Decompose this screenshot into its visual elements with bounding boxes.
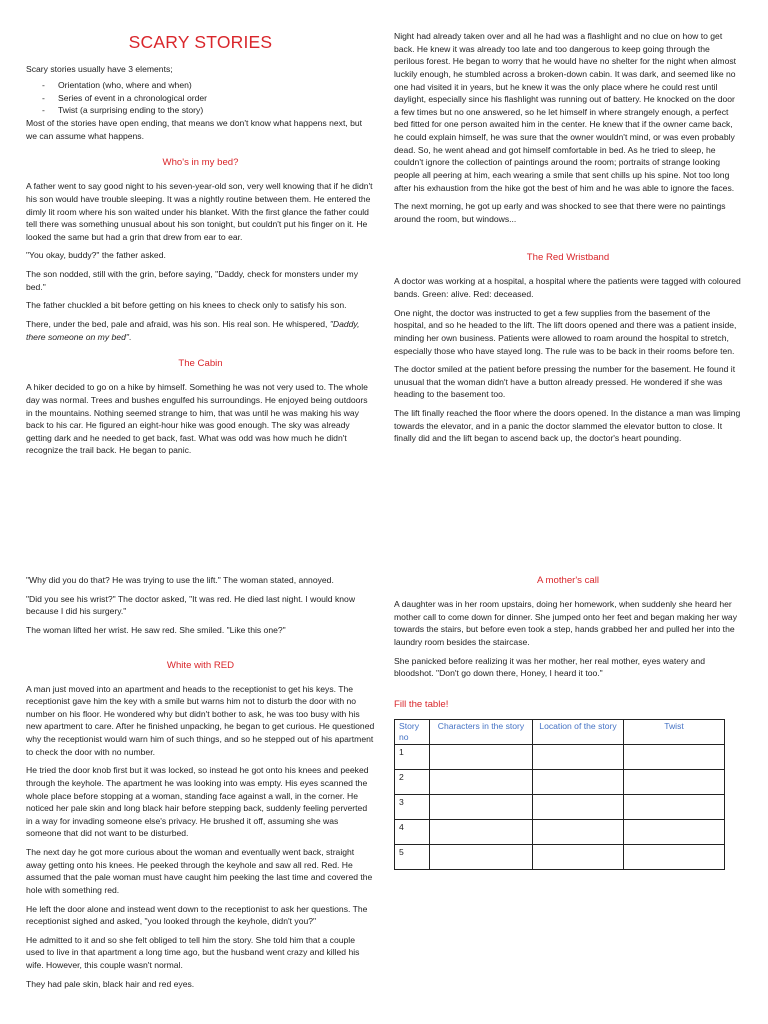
paragraph-text: There, under the bed, pale and afraid, was his son. His real son. He whispered, — [26, 318, 330, 329]
intro-lead: Scary stories usually have 3 elements; — [26, 63, 173, 74]
story-title: A mother's call — [536, 575, 600, 586]
paragraph: "You okay, buddy?" the father asked. — [26, 250, 166, 261]
row-number: 3 — [395, 795, 430, 820]
paragraph: The lift finally reached the floor where the doors opened. In the distance a man was limping towards the elevator, and in a panic the doctor slammed the elevator button to close. It finally did and the lift began to ascend back up, the doctor's heart pounding. — [394, 408, 741, 444]
table-header-row — [395, 719, 725, 744]
table-cell[interactable] — [533, 795, 624, 820]
story-title: The Red Wristband — [526, 252, 610, 264]
table-cell[interactable] — [624, 845, 725, 870]
table-row — [395, 745, 725, 770]
table-cell[interactable] — [430, 745, 533, 770]
paragraph: The son nodded, still with the grin, before saying, "Daddy, check for monsters under my bed." — [26, 269, 359, 292]
list-item: - Orientation (who, where and when) — [42, 79, 375, 92]
paragraph: He admitted to it and so she felt obliged to tell him the story. She told him that a couple used to live in that apartment a long time ago, but the husband went crazy and killed his wife. However, this couple wasn't normal. — [26, 934, 360, 971]
list-item: - Twist (a surprising ending to the story) — [42, 104, 375, 117]
table-cell[interactable] — [533, 745, 624, 770]
table-row — [395, 845, 725, 870]
row-number: 1 — [395, 745, 430, 770]
paragraph: The father chuckled a bit before getting on his knees to check only to satisfy his son. — [26, 300, 347, 311]
paragraph: One night, the doctor was instructed to get a few supplies from the basement of the hospital, and so he headed to the lift. The lift doors opened and there was a patient inside, minding her own business. Patients were allowed to roam around the hospital to stretch, especially those who have stayed long. The rule was to be back in their rooms before ten. — [394, 307, 737, 356]
table-row — [395, 795, 725, 820]
fill-table — [394, 719, 725, 870]
paragraph: Night had already taken over and all he had was a flashlight and no clue on how to get back. He knew it was already too late and too dangerous to keep going through the perilous forest. He began to worry that he would have no shelter for the night when almost luckily enough, he stumbled across a broken-down cabin. It was dark, and seemed like no one had visited it in years, but he knew it was the only place where he could rest until daylight, especially since his flashlight was running out of battery. He knocked on the door a few times but no one answered, so he let himself in where strangely enough, a perfect bed fitted for one person awaited him in the center. He knew that if the owner came back, he could explain himself, he was sure that the owner wouldn't mind, or was even probably dead. So, he went ahead and got himself comfortable in bed. As he tried to sleep, he couldn't ignore the collection of paintings around the room; portraits of strange looking people all peering at him, each wearing a smile that sent chills up his spine. Not too long after his exhaustion from the hike got the best of him and he was able to ignore the faces. — [394, 31, 737, 193]
row-number: 5 — [395, 845, 430, 870]
table-cell[interactable] — [533, 770, 624, 795]
table-row — [395, 770, 725, 795]
intro-after: Most of the stories have open ending, that means we don't know what happens next, but we can assume what happens. — [26, 118, 363, 141]
paragraph: The doctor smiled at the patient before pressing the number for the basement. He found it unusual that the woman didn't have a button already pressed. He wondered if she was heading to the basement too. — [394, 364, 736, 400]
header-characters: Characters in the story — [430, 719, 533, 744]
table-cell[interactable] — [533, 845, 624, 870]
paragraph: A hiker decided to go on a hike by himself. Something he was not very used to. The whole day was normal. Trees and bushes engulfed his surroundings. He enjoyed being outdoors in the mountains. Nothing seemed strange to him, that was until he was making his way back to his car. He figured an eight-hour hike was good enough. The sky was already getting dark and he needed to get back, fast. What was odd was how much he didn't recognize the trail back. He began to panic. — [26, 382, 368, 456]
paragraph: They had pale skin, black hair and red eyes. — [26, 978, 195, 989]
fill-table-title: Fill the table! — [394, 698, 449, 710]
paragraph: He left the door alone and instead went down to the receptionist to ask her questions. The receptionist sighed and asked, "you looked through the keyhole, didn't you?" — [26, 903, 368, 927]
story-title: Who's in my bed? — [162, 157, 239, 169]
paragraph: She panicked before realizing it was her mother, her real mother, eyes watery and bloodshot. "Don't go down there, Honey, I heard it too." — [394, 655, 705, 679]
table-cell[interactable] — [624, 745, 725, 770]
page-title: SCARY STORIES — [128, 32, 273, 52]
paragraph: He tried the door knob first but it was locked, so instead he got onto his knees and peeked through the keyhole. The apartment he was looking into was empty. His eyes scanned the whole place before stopping at a woman, standing face against a wall, in the corner. He noticed her pale skin and long black hair before stepping back, suddenly feeling perverted in a way for invading someone else's privacy. He brushed it off, assuming she was someone that did not want to be disturbed. — [26, 765, 369, 839]
header-twist: Twist — [624, 719, 725, 744]
paragraph: The next morning, he got up early and was shocked to see that there were no paintings around the room, but windows... — [394, 201, 726, 224]
story-title: The Cabin — [178, 358, 223, 370]
table-cell[interactable] — [624, 770, 725, 795]
paragraph: The woman lifted her wrist. He saw red. She smiled. "Like this one?" — [26, 624, 286, 635]
paragraph: "Why did you do that? He was trying to use the lift." The woman stated, annoyed. — [26, 575, 334, 585]
right-column-bottom — [394, 574, 742, 870]
paragraph: A doctor was working at a hospital, a hospital where the patients were tagged with coloured bands. Green: alive. Red: deceased. — [394, 276, 741, 300]
paragraph: "Did you see his wrist?" The doctor asked, "It was red. He died last night. I would know because I did his surgery." — [26, 593, 356, 617]
paragraph: A daughter was in her room upstairs, doing her homework, when suddenly she heard her mother call to come down for dinner. She jumped onto her feet and began making her way towards the stairs, but before even took a step, hands grabbed her and pulled her into the laundry room besides the staircase. — [394, 599, 737, 647]
paragraph — [26, 318, 375, 343]
table-cell[interactable] — [430, 795, 533, 820]
italic-quote: "Daddy, there someone on my bed" — [26, 318, 360, 342]
story-title: White with RED — [166, 659, 235, 671]
left-column-top — [26, 30, 375, 463]
left-column-bottom — [26, 574, 375, 996]
paragraph: A father went to say good night to his seven-year-old son, very well knowing that if he didn't his son would have trouble sleeping. It was a nightly routine between them. He entered the dimly lit room where his son waited under his blanket. With the first glance the father could tell there was something unusual about his son tonight, but couldn't put his finger on it. He looked the same but had a grin that drew from ear to ear. — [26, 181, 373, 242]
paragraph-end: . — [128, 331, 132, 342]
table-cell[interactable] — [624, 820, 725, 845]
elements-list — [26, 79, 375, 117]
right-column-top — [394, 30, 742, 451]
paragraph: The next day he got more curious about the woman and eventually went back, straight away getting onto his knees. He peeked through the keyhole and saw all red. Red. He assumed that the pale woman must have caught him peeking the last time and covered the hole with something red. — [26, 847, 373, 895]
table-cell[interactable] — [430, 770, 533, 795]
header-story-no: Story no — [395, 719, 430, 744]
table-cell[interactable] — [430, 820, 533, 845]
row-number: 4 — [395, 820, 430, 845]
table-cell[interactable] — [430, 845, 533, 870]
list-item: - Series of event in a chronological order — [42, 92, 375, 105]
table-row — [395, 820, 725, 845]
row-number: 2 — [395, 770, 430, 795]
table-cell[interactable] — [533, 820, 624, 845]
table-cell[interactable] — [624, 795, 725, 820]
paragraph: A man just moved into an apartment and heads to the receptionist to get his keys. The receptionist gave him the key with a smile but warns him not to disturb the door with no number on his floor. He wondered why but didn't bother to ask, he was too busy with his new apartment to care. After he finished unpacking, he began to get curious. He questioned why the receptionist would warn him of such things, and so he stepped out of his apartment to check the door with no number. — [26, 683, 375, 757]
header-location: Location of the story — [533, 719, 624, 744]
